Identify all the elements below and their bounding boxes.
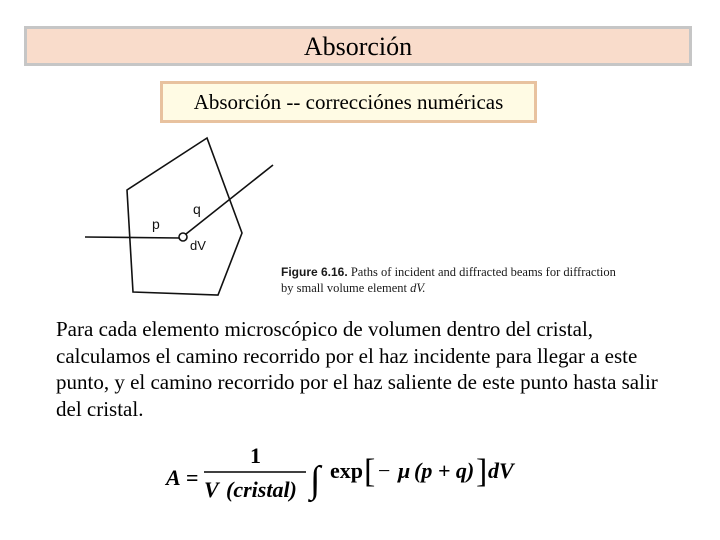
incident-beam-line bbox=[85, 237, 180, 238]
label-q: q bbox=[193, 201, 201, 217]
crystal-outline bbox=[127, 138, 242, 295]
formula-bracket-close: ] bbox=[476, 453, 488, 490]
formula-exp: exp bbox=[330, 458, 363, 483]
formula-dv: dV bbox=[488, 458, 514, 483]
figure-caption-dv: dV. bbox=[410, 281, 426, 295]
crystal-path-diagram bbox=[80, 135, 280, 300]
formula-lhs: A bbox=[166, 465, 181, 490]
volume-element-dv bbox=[179, 233, 187, 241]
formula-bracket-open: [ bbox=[364, 453, 376, 490]
formula-denominator-v: V bbox=[204, 477, 219, 502]
formula-denominator-rest: (cristal) bbox=[226, 477, 297, 502]
slide-title: Absorción bbox=[24, 26, 692, 66]
explanation-paragraph: Para cada elemento microscópico de volumen dentro del cristal, calculamos el camino recorrido por el haz incidente para llegar a este punto, y el camino recorrido por el haz saliente de este punto hasta salir del cristal. bbox=[56, 317, 658, 421]
figure-caption-text: Paths of incident and diffracted beams for diffraction by small volume element bbox=[281, 265, 616, 295]
formula-mu: μ bbox=[398, 458, 411, 483]
formula-integral: ∫ bbox=[310, 459, 321, 501]
label-dv: dV bbox=[190, 238, 206, 253]
absorption-formula bbox=[160, 440, 540, 520]
formula-minus: − bbox=[378, 458, 391, 483]
slide-subtitle: Absorción -- correcciónes numéricas bbox=[160, 81, 537, 123]
formula-paren-expr: (p + q) bbox=[414, 458, 475, 483]
formula-equals: = bbox=[186, 465, 199, 490]
label-p: p bbox=[152, 216, 160, 232]
figure-caption bbox=[281, 264, 631, 296]
figure-number: Figure 6.16. bbox=[281, 265, 348, 279]
formula-numerator: 1 bbox=[250, 443, 261, 468]
diffracted-beam-line bbox=[186, 165, 273, 234]
